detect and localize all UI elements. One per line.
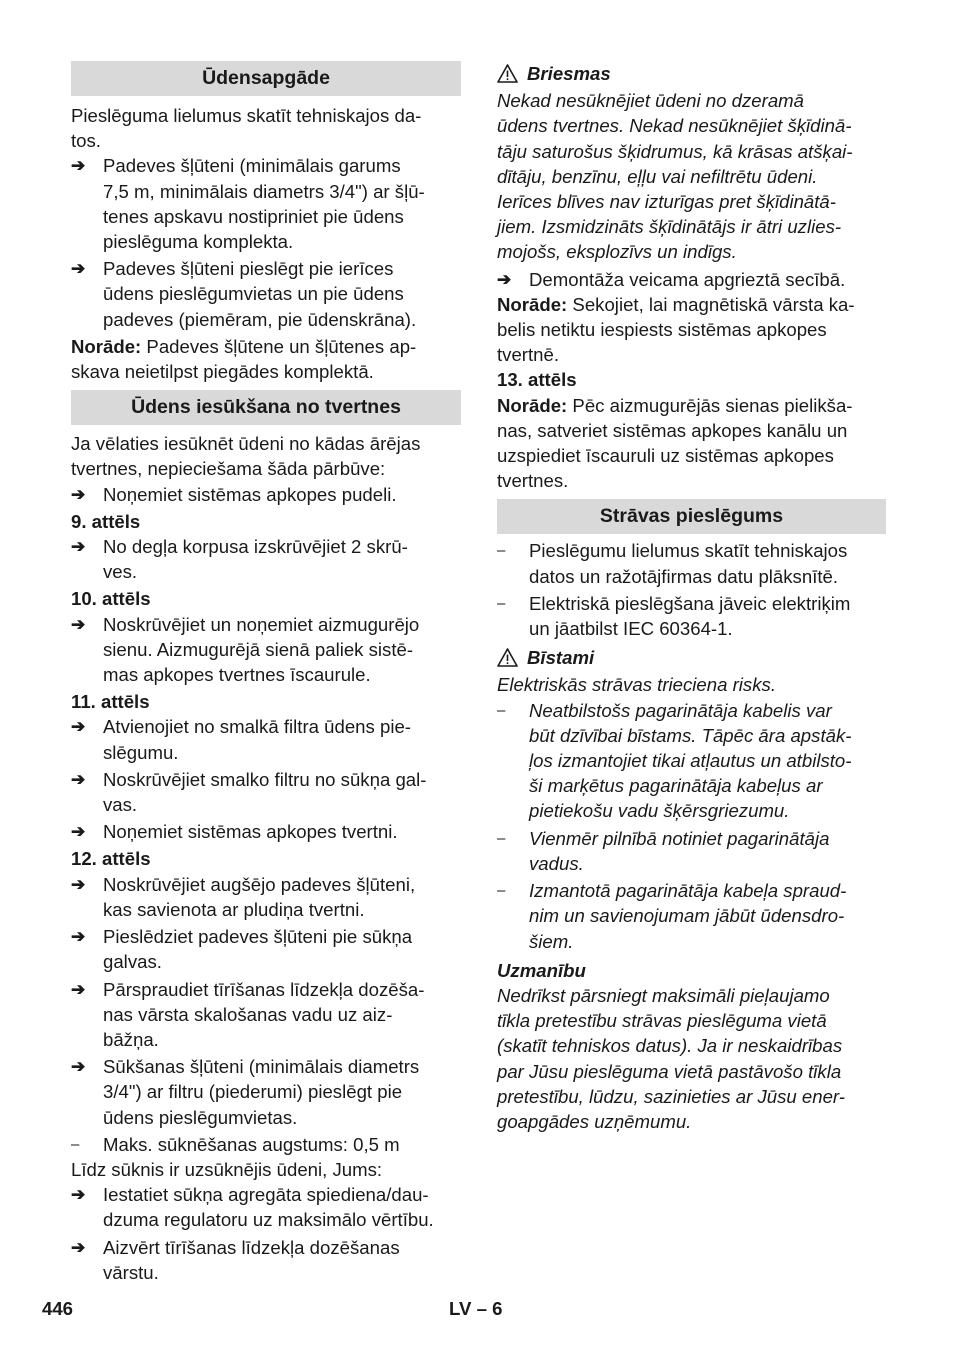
right-arrow-icon: ➔ [71, 259, 86, 279]
step: ➔ Atvienojiet no smalkā filtra ūdens pie- slēgumu. [71, 714, 461, 764]
figure-reference: 12. attēls [71, 848, 151, 870]
section-heading-water-supply: Ūdensapgāde [71, 61, 461, 96]
step: ➔ Noskrūvējiet augšējo padeves šļūteni, kas savienota ar pludiņa tvertni. [71, 872, 461, 922]
paragraph: Līdz sūknis ir uzsūknējis ūdeni, Jums: [71, 1158, 383, 1180]
right-arrow-icon: ➔ [71, 874, 86, 894]
caution-text: Nedrīkst pārsniegt maksimāli pieļaujamo tīkla pretestību strāvas pieslēguma vietā (skatīt tehniskos datus). Ja ir neskaidrības par Jūsu pieslēguma vietā pastāvošo tīkla pretestību, lūdzu, sazinieties ar Jūsu ener- goapgādes uzņēmumu. [497, 984, 845, 1132]
language-code: LV [449, 1298, 472, 1319]
right-arrow-icon: ➔ [71, 614, 86, 634]
step: ➔ Pieslēdziet padeves šļūteni pie sūkņa galvas. [71, 924, 461, 974]
right-arrow-icon: ➔ [71, 1057, 86, 1077]
caution-heading: Uzmanību [497, 959, 586, 981]
step: ➔ Padeves šļūteni (minimālais garums 7,5 m, minimālais diametrs 3/4") ar šļū- tenes apskavu nostipriniet pie ūdens pieslēguma komplekta. [71, 153, 461, 254]
right-arrow-icon: ➔ [71, 537, 86, 557]
dash-bullet: – [497, 829, 506, 847]
step: ➔ Padeves šļūteni pieslēgt pie ierīces ūdens pieslēgumvietas un pie ūdens padeves (piemēram, pie ūdenskrāna). [71, 256, 461, 332]
list-item: – Neatbilstošs pagarinātāja kabelis var būt dzīvībai bīstams. Tāpēc āra apstāk- ļos izmantojiet tikai atļautus un atbilsto- ši marķētus pagarinātāja kabeļus ar pietiekošu vadu šķērsgriezumu. [497, 698, 886, 824]
right-column [497, 61, 886, 1134]
step: ➔ Sūkšanas šļūteni (minimālais diametrs 3/4") ar filtru (piederumi) pieslēgt pie ūdens pieslēgumvietas. [71, 1054, 461, 1130]
step: ➔ No degļa korpusa izskrūvējiet 2 skrū- ves. [71, 534, 461, 584]
note: Norāde: Sekojiet, lai magnētiskā vārsta ka- belis netiktu iespiests sistēmas apkopes tvertnē. [497, 293, 855, 366]
warning-triangle-icon [497, 64, 518, 83]
step: ➔ Pārspraudiet tīrīšanas līdzekļa dozēša- nas vārsta skalošanas vadu uz aiz- bāžņa. [71, 977, 461, 1053]
right-arrow-icon: ➔ [71, 769, 86, 789]
step: ➔ Iestatiet sūkņa agregāta spiediena/dau- dzuma regulatoru uz maksimālo vērtību. [71, 1182, 461, 1232]
right-arrow-icon: ➔ [71, 484, 86, 504]
figure-reference: 9. attēls [71, 510, 141, 532]
list-item: – Maks. sūknēšanas augstums: 0,5 m [71, 1132, 461, 1157]
figure-reference: 13. attēls [497, 369, 577, 391]
dash-bullet: – [71, 1135, 80, 1153]
warning-heading-danger: Briesmas [497, 61, 886, 86]
dash-bullet: – [497, 882, 506, 900]
right-arrow-icon: ➔ [71, 979, 86, 999]
step: ➔ Aizvērt tīrīšanas līdzekļa dozēšanas vārstu. [71, 1235, 461, 1285]
footer-section [449, 1296, 502, 1321]
right-arrow-icon: ➔ [71, 717, 86, 737]
warning-text: Elektriskās strāvas trieciena risks. [497, 674, 776, 696]
list-item: – Pieslēgumu lielumus skatīt tehniskajos datos un ražotājfirmas datu plāksnītē. [497, 538, 886, 588]
figure-reference: 11. attēls [71, 691, 150, 713]
dash-bullet: – [497, 701, 506, 719]
left-column [71, 61, 461, 1285]
page-number: 446 [42, 1298, 74, 1319]
right-arrow-icon: ➔ [71, 156, 86, 176]
list-item: – Izmantotā pagarinātāja kabeļa spraud- nim un savienojumam jābūt ūdensdro- šiem. [497, 878, 886, 954]
list-item: – Elektriskā pieslēgšana jāveic elektriķim un jāatbilst IEC 60364-1. [497, 591, 886, 641]
figure-reference: 10. attēls [71, 588, 151, 610]
step: ➔ Noņemiet sistēmas apkopes tvertni. [71, 819, 461, 844]
list-item: – Vienmēr pilnībā notiniet pagarinātāja vadus. [497, 826, 886, 876]
right-arrow-icon: ➔ [497, 269, 512, 289]
step: ➔ Noņemiet sistēmas apkopes pudeli. [71, 482, 461, 507]
paragraph: Ja vēlaties iesūknēt ūdeni no kādas ārējas tvertnes, nepieciešama šāda pārbūve: [71, 433, 421, 480]
section-heading-power-connection: Strāvas pieslēgums [497, 499, 886, 534]
note: Norāde: Padeves šļūtene un šļūtenes ap- skava neietilpst piegādes komplektā. [71, 335, 417, 383]
step: ➔ Noskrūvējiet smalko filtru no sūkņa gal- vas. [71, 767, 461, 817]
section-page: – 6 [476, 1298, 503, 1319]
warning-heading-dangerous: Bīstami [497, 645, 886, 670]
step: ➔ Demontāža veicama apgrieztā secībā. [497, 267, 886, 292]
section-heading-tank-suction: Ūdens iesūkšana no tvertnes [71, 390, 461, 425]
step: ➔ Noskrūvējiet un noņemiet aizmugurējo sienu. Aizmugurējā sienā paliek sistē- mas apkopes tvertnes īscaurule. [71, 612, 461, 688]
right-arrow-icon: ➔ [71, 1237, 86, 1257]
warning-text: Nekad nesūknējiet ūdeni no dzeramā ūdens tvertnes. Nekad nesūknējiet šķīdinā- tāju saturošus šķidrumus, kā krāsas atšķai- dītāju, benzīnu, eļļu vai nefiltrētu ūdeni. Ierīces blīves nav izturīgas pret šķīdinātā- jiem. Izsmidzināts šķīdinātājs ir ātri uzlies- mojošs, eksplozīvs un indīgs. [497, 90, 853, 263]
right-arrow-icon: ➔ [71, 822, 86, 842]
warning-triangle-icon [497, 648, 518, 667]
dash-bullet: – [497, 542, 506, 560]
right-arrow-icon: ➔ [71, 1185, 86, 1205]
note: Norāde: Pēc aizmugurējās sienas pielikša- nas, satveriet sistēmas apkopes kanālu un uzspiediet īscauruli uz sistēmas apkopes tvertnes. [497, 394, 853, 492]
paragraph: Pieslēguma lielumus skatīt tehniskajos da- tos. [71, 105, 422, 152]
right-arrow-icon: ➔ [71, 927, 86, 947]
dash-bullet: – [497, 594, 506, 612]
